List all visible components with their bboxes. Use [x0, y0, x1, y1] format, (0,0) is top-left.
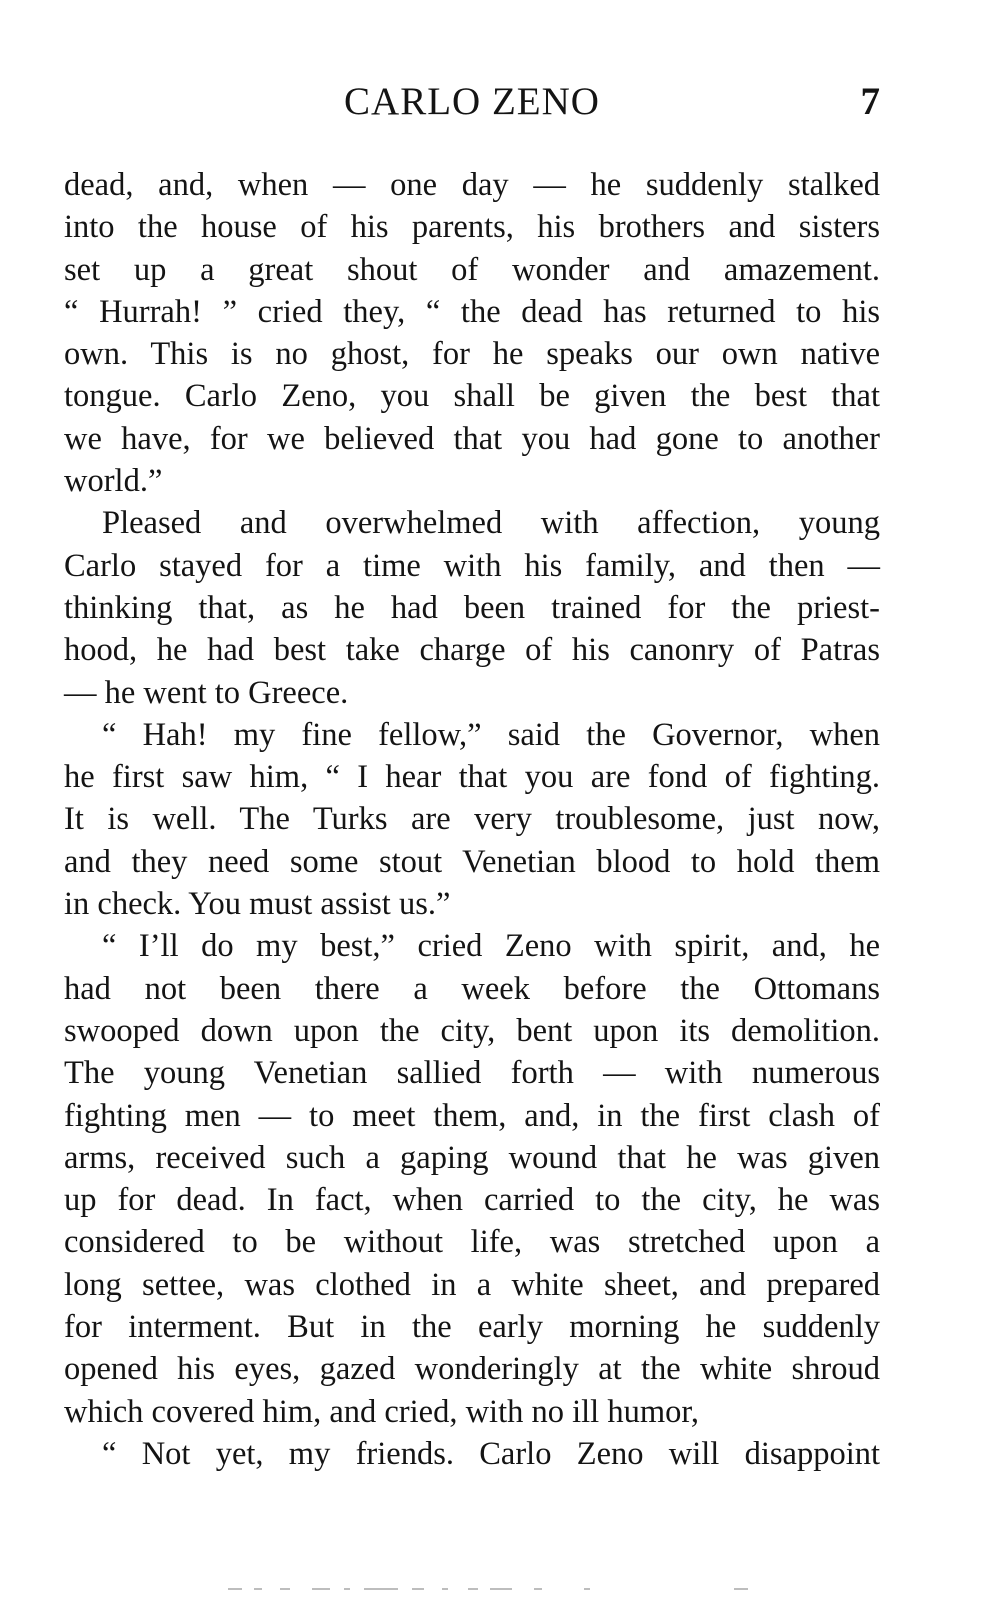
text-line: up for dead. In fact, when carried to the city, he was — [64, 1182, 880, 1219]
text-line: long settee, was clothed in a white sheet, and prepared — [64, 1266, 880, 1303]
text-line: opened his eyes, gazed wonderingly at the white shroud — [64, 1351, 880, 1388]
text-line: It is well. The Turks are very troublesome, just now, — [64, 801, 880, 838]
text-line: tongue. Carlo Zeno, you shall be given the best that — [64, 378, 880, 415]
text-line: had not been there a week before the Ottomans — [64, 970, 880, 1007]
text-line: set up a great shout of wonder and amazement. — [64, 251, 880, 288]
text-line: Pleased and overwhelmed with affection, young — [102, 505, 880, 542]
text-line: “ Not yet, my friends. Carlo Zeno will disappoint — [102, 1435, 880, 1472]
text-line: we have, for we believed that you had gone to another — [64, 420, 880, 457]
text-line: considered to be without life, was stretched upon a — [64, 1224, 880, 1261]
text-line: for interment. But in the early morning he suddenly — [64, 1309, 880, 1346]
page-number: 7 — [860, 80, 880, 123]
text-line: “ Hah! my fine fellow,” said the Governor, when — [102, 716, 880, 753]
text-line: world.” — [64, 463, 163, 500]
footer-scan-marks — [228, 1588, 748, 1594]
paragraph-3 — [64, 714, 880, 925]
text-line: into the house of his parents, his brothers and sisters — [64, 209, 880, 246]
text-line: The young Venetian sallied forth — with numerous — [64, 1055, 880, 1092]
paragraph-4 — [64, 925, 880, 1433]
text-line: “ Hurrah! ” cried they, “ the dead has returned to his — [64, 293, 880, 330]
text-line: which covered him, and cried, with no ill humor, — [64, 1393, 700, 1430]
text-line: and they need some stout Venetian blood to hold them — [64, 843, 880, 880]
text-line: thinking that, as he had been trained for the priest- — [64, 589, 880, 626]
paragraph-2 — [64, 502, 880, 713]
text-line: fighting men — to meet them, and, in the first clash of — [64, 1097, 880, 1134]
text-line: he first saw him, “ I hear that you are fond of fighting. — [64, 759, 880, 796]
paragraph-5 — [64, 1433, 880, 1475]
text-line: — he went to Greece. — [64, 674, 349, 711]
running-title: CARLO ZENO — [344, 80, 600, 123]
text-line: hood, he had best take charge of his canonry of Patras — [64, 632, 880, 669]
text-line: in check. You must assist us.” — [64, 886, 451, 923]
paragraph-1 — [64, 164, 880, 502]
text-line: Carlo stayed for a time with his family, and then — — [64, 547, 880, 584]
text-line: own. This is no ghost, for he speaks our own native — [64, 336, 880, 373]
text-line: arms, received such a gaping wound that he was given — [64, 1139, 880, 1176]
running-head — [64, 76, 880, 132]
text-line: “ I’ll do my best,” cried Zeno with spirit, and, he — [102, 928, 880, 965]
text-line: swooped down upon the city, bent upon its demolition. — [64, 1012, 880, 1049]
body-text — [64, 164, 880, 1475]
text-line: dead, and, when — one day — he suddenly stalked — [64, 167, 880, 203]
